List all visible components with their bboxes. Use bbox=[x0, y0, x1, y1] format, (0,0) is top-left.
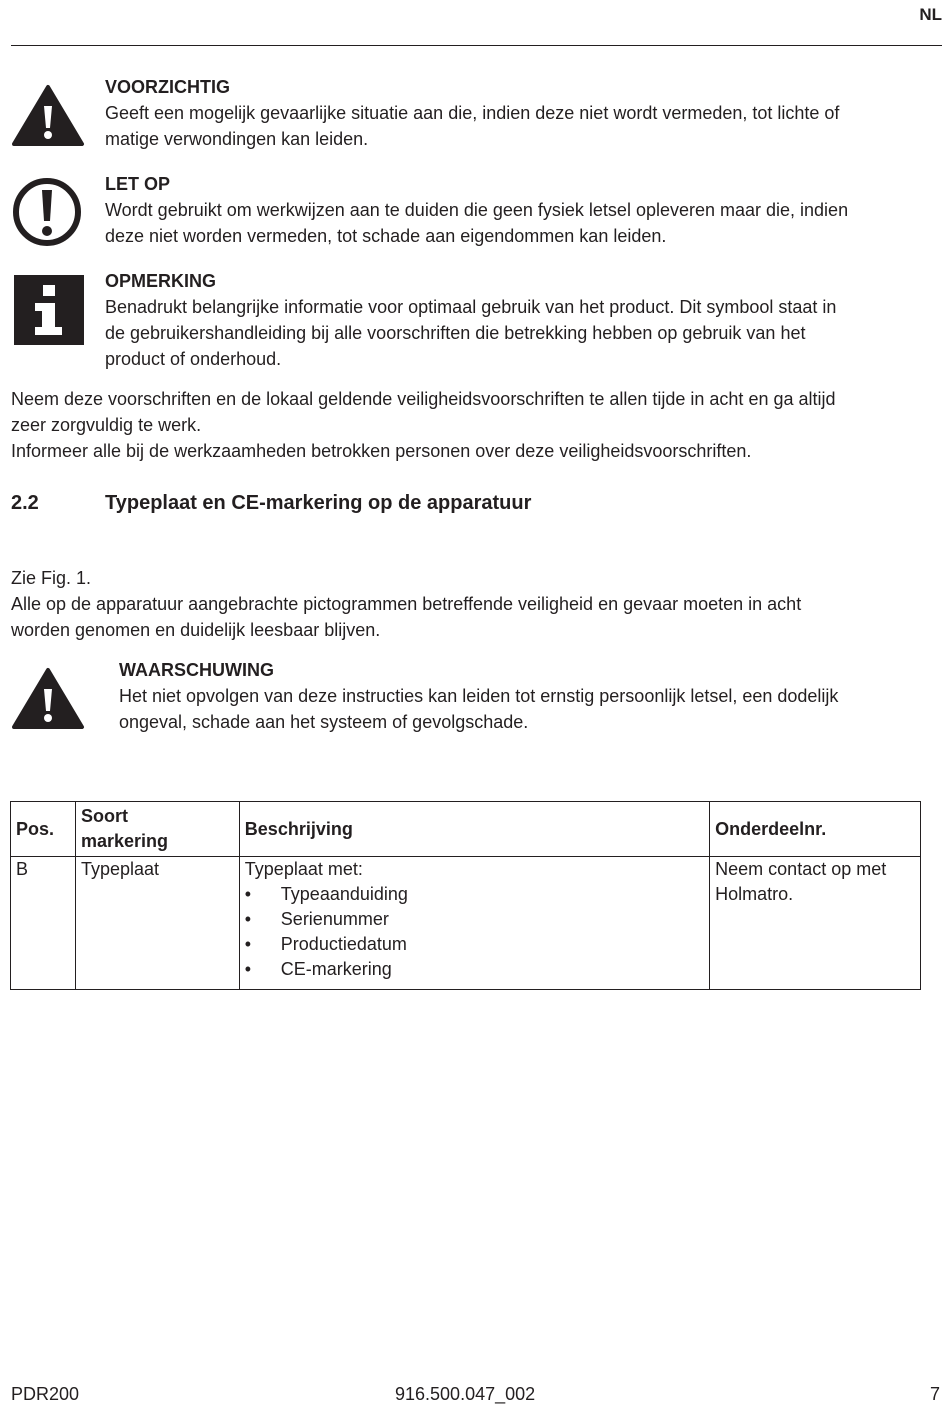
safety-paragraph bbox=[11, 386, 946, 464]
notice-text-line: deze niet worden vermeden, tot schade aan eigendommen kan leiden. bbox=[105, 226, 667, 246]
part-number-line: Neem contact op met bbox=[715, 859, 887, 879]
description-list bbox=[245, 882, 704, 982]
warning-triangle-icon bbox=[11, 667, 85, 730]
info-icon bbox=[14, 275, 84, 345]
notice-title: OPMERKING bbox=[105, 271, 217, 291]
cell-pos: B bbox=[11, 857, 76, 990]
table-row bbox=[11, 857, 921, 990]
marking-table bbox=[10, 801, 921, 990]
language-code: NL bbox=[919, 5, 942, 24]
notice-title: VOORZICHTIG bbox=[105, 77, 230, 97]
notice-text-line: Geeft een mogelijk gevaarlijke situatie aan die, indien deze niet wordt vermeden, tot lichte of bbox=[105, 103, 840, 123]
notice-text-line: product of onderhoud. bbox=[105, 349, 282, 369]
section-title: Typeplaat en CE-markering op de apparatuur bbox=[105, 492, 532, 514]
notice-text-line: ongeval, schade aan het systeem of gevolgschade. bbox=[119, 712, 529, 732]
notice-title: LET OP bbox=[105, 174, 171, 194]
table-header-row bbox=[11, 802, 921, 857]
notice-text-line: matige verwondingen kan leiden. bbox=[105, 129, 369, 149]
header-marking-type bbox=[75, 802, 239, 857]
footer-model: PDR200 bbox=[11, 1384, 80, 1404]
paragraph-line: Informeer alle bij de werkzaamheden betrokken personen over deze veiligheidsvoorschriften. bbox=[11, 441, 752, 461]
header-rule bbox=[11, 45, 942, 46]
part-number-line: Holmatro. bbox=[715, 884, 794, 904]
notice-title: WAARSCHUWING bbox=[119, 660, 274, 680]
paragraph-line: Neem deze voorschriften en de lokaal geldende veiligheidsvoorschriften te allen tijde in acht en ga altijd bbox=[11, 389, 836, 409]
paragraph-line: Alle op de apparatuur aangebrachte pictogrammen betreffende veiligheid en gevaar moeten in acht bbox=[11, 594, 802, 614]
description-intro: Typeplaat met: bbox=[244, 859, 363, 879]
header-part-number: Onderdeelnr. bbox=[710, 802, 921, 857]
notice-text-line: Wordt gebruikt om werkwijzen aan te duiden die geen fysiek letsel opleveren maar die, indien bbox=[105, 200, 849, 220]
footer-doc-number: 916.500.047_002 bbox=[395, 1384, 536, 1404]
notice-text-line: de gebruikershandleiding bij alle voorschriften die betrekking hebben op gebruik van het bbox=[105, 323, 806, 343]
exclamation-circle-icon bbox=[12, 177, 82, 247]
header-text-line: markering bbox=[80, 831, 168, 851]
warning-triangle-icon bbox=[11, 84, 85, 147]
paragraph-line: Zie Fig. 1. bbox=[11, 568, 92, 588]
list-item: • CE-markering bbox=[245, 957, 704, 982]
notice-attention bbox=[105, 171, 945, 249]
cell-part-number bbox=[710, 857, 921, 990]
header-description: Beschrijving bbox=[239, 802, 709, 857]
notice-text-line: Benadrukt belangrijke informatie voor optimaal gebruik van het product. Dit symbool staat in bbox=[105, 297, 837, 317]
cell-marking-type: Typeplaat bbox=[75, 857, 239, 990]
notice-caution bbox=[105, 74, 945, 152]
list-item: • Productiedatum bbox=[245, 932, 704, 957]
list-item: • Typeaanduiding bbox=[245, 882, 704, 907]
notice-text-line: Het niet opvolgen van deze instructies kan leiden tot ernstig persoonlijk letsel, een dodelijk bbox=[119, 686, 839, 706]
header-text-line: Soort bbox=[80, 806, 128, 826]
notice-note bbox=[105, 268, 945, 372]
notice-warning bbox=[119, 657, 945, 735]
footer-page-number: 7 bbox=[929, 1384, 940, 1404]
cell-description bbox=[239, 857, 709, 990]
paragraph-line: zeer zorgvuldig te werk. bbox=[11, 415, 202, 435]
list-item: • Serienummer bbox=[245, 907, 704, 932]
paragraph-line: worden genomen en duidelijk leesbaar blijven. bbox=[11, 620, 381, 640]
intro-paragraph bbox=[11, 565, 946, 643]
section-number: 2.2 bbox=[11, 492, 39, 514]
header-pos: Pos. bbox=[11, 802, 76, 857]
